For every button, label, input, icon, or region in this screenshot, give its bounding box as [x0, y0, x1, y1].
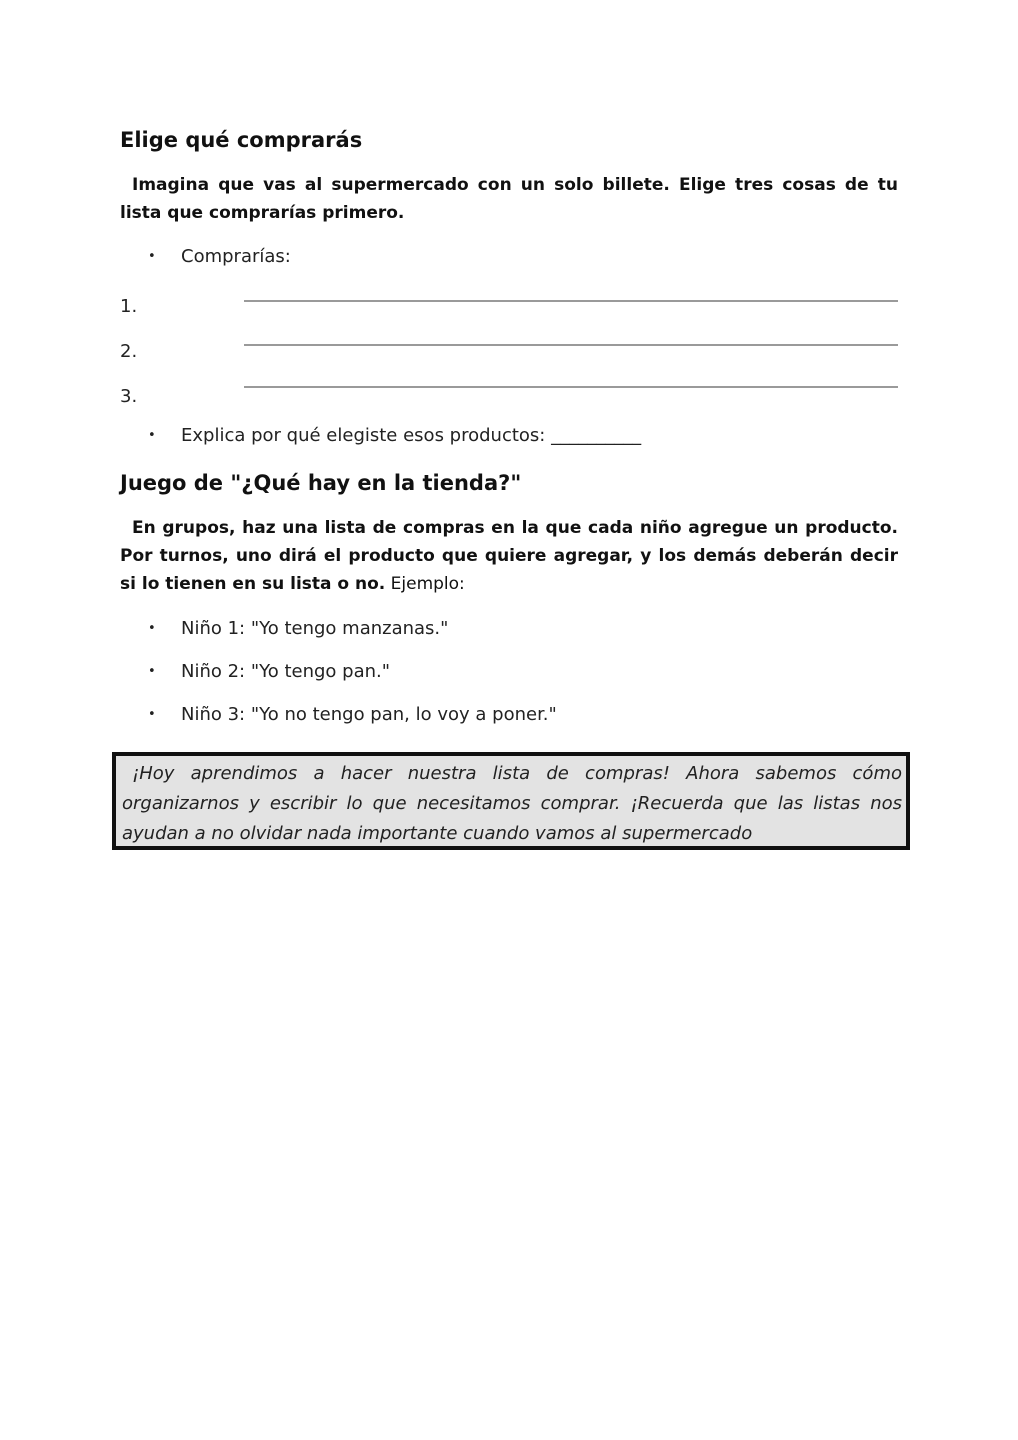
bullet-icon: •	[148, 664, 156, 679]
example-text-1: Niño 1: "Yo tengo manzanas."	[181, 618, 449, 639]
bullet-explica-text: Explica por qué elegiste esos productos: __________	[181, 425, 642, 446]
example-text-3: Niño 3: "Yo no tengo pan, lo voy a poner."	[181, 704, 557, 725]
bullet-icon: •	[148, 707, 156, 722]
answer-number-3: 3.	[120, 386, 138, 407]
answer-line-1	[120, 294, 898, 324]
section-intro-elige	[120, 171, 898, 227]
answer-line-3	[120, 381, 898, 411]
answer-number-1: 1.	[120, 296, 138, 317]
closing-summary-box	[112, 752, 910, 850]
bullet-comprarias-text: Comprarías:	[181, 246, 291, 267]
section-title-juego: Juego de "¿Qué hay en la tienda?"	[120, 471, 522, 495]
section-title-elige: Elige qué comprarás	[120, 128, 363, 152]
answer-blank-2[interactable]	[244, 344, 898, 346]
answer-line-2	[120, 338, 898, 368]
intro-text: Imagina que vas al supermercado con un solo billete. Elige tres cosas de tu lista que comprarías primero.	[120, 175, 898, 223]
intro-bold-text: En grupos, haz una lista de compras en la que cada niño agregue un producto. Por turnos, uno dirá el producto que quiere agregar, y los demás deberán decir si lo tienen en su lista o no.	[120, 518, 898, 594]
answer-number-2: 2.	[120, 341, 138, 362]
closing-summary-text: ¡Hoy aprendimos a hacer nuestra lista de compras! Ahora sabemos cómo organizarnos y escribir lo que necesitamos comprar. ¡Recuerda que las listas nos ayudan a no olvidar nada importante cuando vamos al supermercado	[122, 763, 902, 844]
answer-blank-1[interactable]	[244, 300, 898, 302]
intro-plain-text: Ejemplo:	[385, 574, 465, 594]
section-intro-juego	[120, 514, 898, 598]
example-text-2: Niño 2: "Yo tengo pan."	[181, 661, 391, 682]
bullet-icon: •	[148, 428, 156, 443]
bullet-icon: •	[148, 249, 156, 264]
answer-blank-3[interactable]	[244, 386, 898, 388]
bullet-icon: •	[148, 621, 156, 636]
